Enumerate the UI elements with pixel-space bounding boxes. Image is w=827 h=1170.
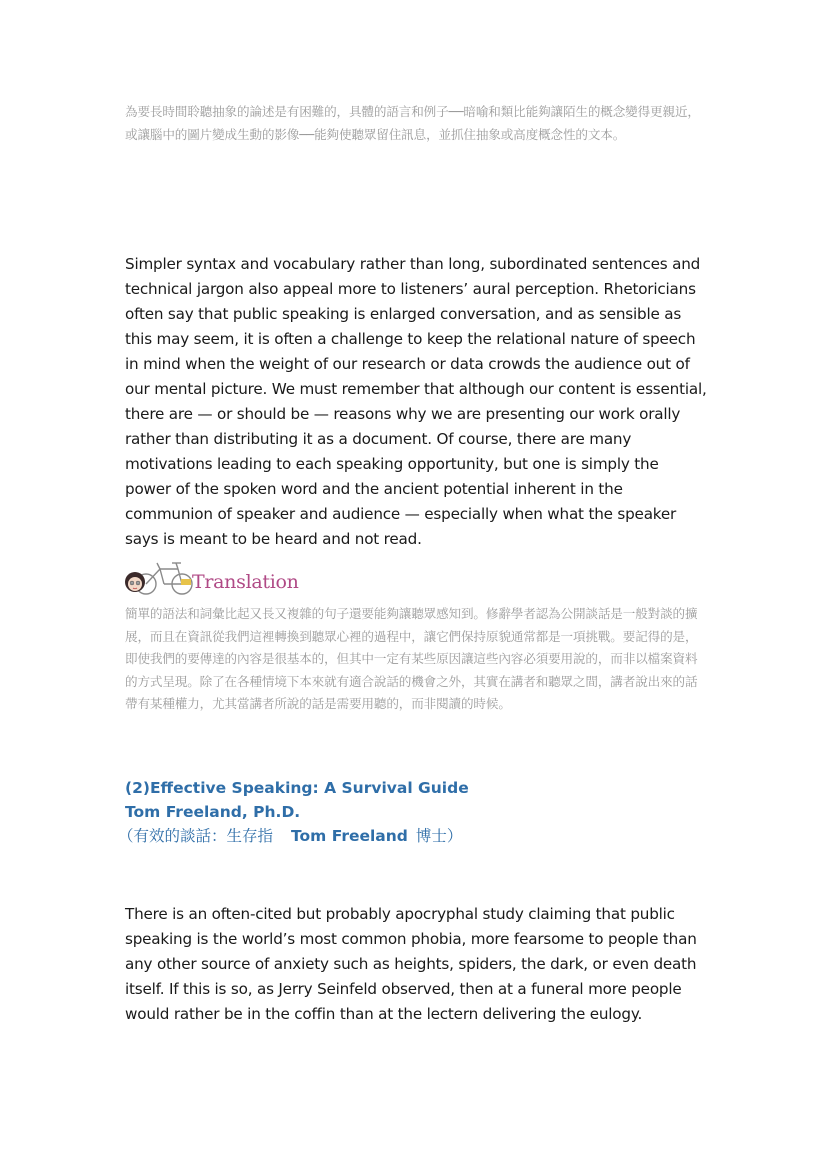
section-heading-title: (2)Effective Speaking: A Survival Guide: [125, 779, 469, 797]
chinese-paragraph-1: 為要長時間聆聽抽象的論述是有困難的，具體的語言和例子──暗喻和類比能夠讓陌生的概念變得更親近，或讓腦中的圖片變成生動的影像──能夠使聽眾留住訊息，並抓住抽象或高度概念性的文本。: [125, 104, 700, 142]
heading-zh-name: Tom Freeland: [291, 827, 408, 845]
section-heading-chinese: [118, 824, 462, 848]
english-paragraph-2: There is an often-cited but probably apocryphal study claiming that public speaking is the world’s most common phobia, more fearsome to people than any other source of anxiety such as heights, spiders, the dark, or even death itself. If this is so, as Jerry Seinfeld observed, then at a funeral more people would rather be in the coffin than at the lectern delivering the eulogy.: [125, 905, 697, 1023]
heading-zh-prefix: （有效的談話：生存指: [118, 827, 274, 845]
chinese-paragraph-2: 簡單的語法和詞彙比起又長又複雜的句子還要能夠讓聽眾感知到。修辭學者認為公開談話是一般對談的擴展，而且在資訊從我們這裡轉換到聽眾心裡的過程中，讓它們保持原貌通常都是一項挑戰。要記得的是，即使我們的要傳達的內容是很基本的，但其中一定有某些原因讓這些內容必須要用說的，而非以檔案資料的方式呈現。除了在各種情境下本來就有適合說話的機會之外，其實在講者和聽眾之間，講者說出來的話帶有某種權力，尤其當講者所說的話是需要用聽的，而非閱讀的時候。: [125, 606, 698, 711]
section-heading-author: Tom Freeland, Ph.D.: [125, 803, 301, 821]
heading-zh-suffix: 博士）: [415, 827, 463, 845]
english-paragraph-1: Simpler syntax and vocabulary rather than long, subordinated sentences and technical jargon also appeal more to listeners’ aural perception. Rhetoricians often say that public speaking is enlarged conversation, and as sensible as this may seem, it is often a challenge to keep the relational nature of speech in mind when the weight of our research or data crowds the audience out of our mental picture. We must remember that although our content is essential, there are — or should be — reasons why we are presenting our work orally rather than distributing it as a document. Of course, there are many motivations leading to each speaking opportunity, but one is simply the power of the spoken word and the ancient potential inherent in the communion of speaker and audience — especially when what the speaker says is meant to be heard and not read.: [125, 255, 707, 548]
translation-label: Translation: [192, 571, 299, 593]
translation-banner: [124, 551, 304, 597]
